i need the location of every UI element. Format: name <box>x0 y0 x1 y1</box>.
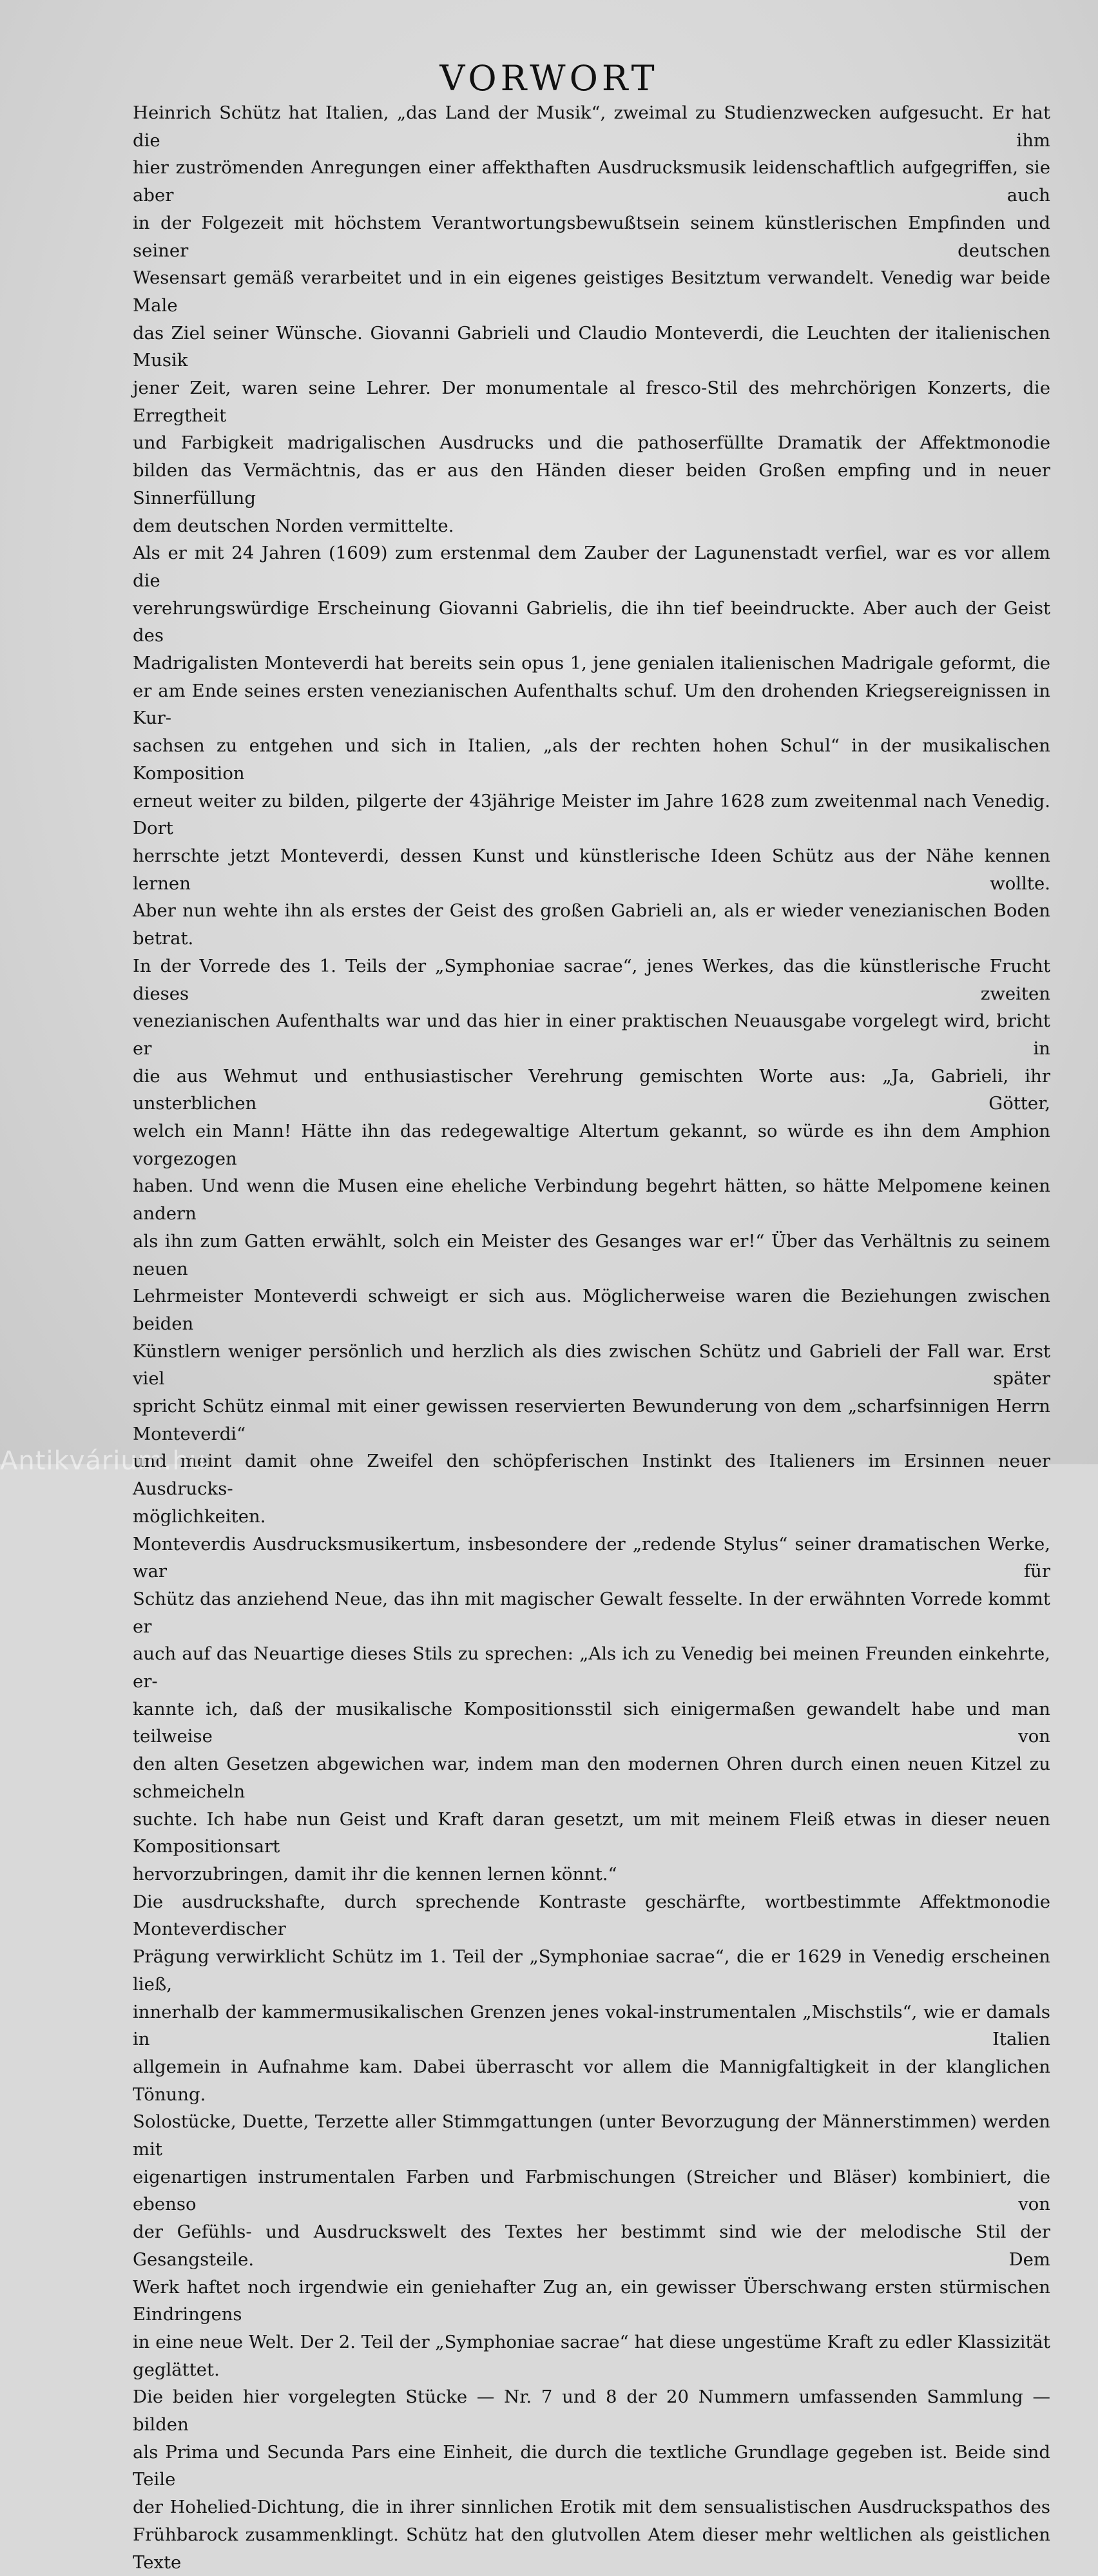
text-line: als ihn zum Gatten erwählt, solch ein Meister des Gesanges war er!“ Über das Verhältnis zu seinem neuen <box>133 1230 1050 1279</box>
watermark: Antikvárium.hu <box>0 1446 207 1476</box>
text-line: den alten Gesetzen abgewichen war, indem man den modernen Ohren durch einen neuen Kitzel zu schmeicheln <box>133 1754 1050 1802</box>
text-line: spricht Schütz einmal mit einer gewissen reservierten Bewunderung von dem „scharfsinnigen Herrn Monteverdi“ <box>133 1396 1050 1444</box>
text-line: allgemein in Aufnahme kam. Dabei überrascht vor allem die Mannigfaltigkeit in der klanglichen Tönung. <box>133 2056 1050 2105</box>
foreword-text <box>133 99 1050 2576</box>
text-line: Schütz das anziehend Neue, das ihn mit magischer Gewalt fesselte. In der erwähnten Vorrede kommt er <box>133 1588 1050 1637</box>
text-line: verehrungswürdige Erscheinung Giovanni Gabrielis, die ihn tief beeindruckte. Aber auch der Geist des <box>133 597 1050 646</box>
text-line: Heinrich Schütz hat Italien, „das Land der Musik“, zweimal zu Studienzwecken aufgesucht. Er hat die ihm <box>133 102 1050 151</box>
text-line: in der Folgezeit mit höchstem Verantwortungsbewußtsein seinem künstlerischen Empfinden und seiner deutschen <box>133 212 1050 261</box>
text-line: der Gefühls- und Ausdruckswelt des Textes her bestimmt sind wie der melodische Stil der Gesangsteile. Dem <box>133 2222 1050 2270</box>
text-line: Madrigalisten Monteverdi hat bereits sein opus 1, jene genialen italienischen Madrigale geformt, die <box>133 653 1050 674</box>
text-line: bilden das Vermächtnis, das er aus den Händen dieser beiden Großen empfing und in neuer Sinnerfüllung <box>133 460 1050 508</box>
text-line: Künstlern weniger persönlich und herzlich als dies zwischen Schütz und Gabrieli der Fall war. Erst viel später <box>133 1341 1050 1390</box>
text-line: venezianischen Aufenthalts war und das hier in einer praktischen Neuausgabe vorgelegt wird, bricht er in <box>133 1011 1050 1059</box>
text-line: Monteverdis Ausdrucksmusikertum, insbesondere der „redende Stylus“ seiner dramatischen Werke, war für <box>133 1533 1050 1582</box>
text-line: erneut weiter zu bilden, pilgerte der 43jährige Meister im Jahre 1628 zum zweitenmal nach Venedig. Dort <box>133 790 1050 839</box>
text-line: hervorzubringen, damit ihr die kennen lernen könnt.“ <box>133 1864 617 1884</box>
text-line: Die ausdruckshafte, durch sprechende Kontraste geschärfte, wortbestimmte Affektmonodie Monteverdischer <box>133 1891 1050 1940</box>
text-line: Prägung verwirklicht Schütz im 1. Teil der „Symphoniae sacrae“, die er 1629 in Venedig erscheinen ließ, <box>133 1946 1050 1995</box>
text-line: Die beiden hier vorgelegten Stücke — Nr. 7 und 8 der 20 Nummern umfassenden Sammlung — bilden <box>133 2387 1050 2436</box>
text-line: Als er mit 24 Jahren (1609) zum erstenmal dem Zauber der Lagunenstadt verfiel, war es vor allem die <box>133 543 1050 591</box>
text-line: in eine neue Welt. Der 2. Teil der „Symphoniae sacrae“ hat diese ungestüme Kraft zu edler Klassizität geglättet. <box>133 2331 1050 2380</box>
page-title: VORWORT <box>439 58 659 99</box>
text-line: eigenartigen instrumentalen Farben und Farbmischungen (Streicher und Bläser) kombiniert, die ebenso von <box>133 2166 1050 2215</box>
text-line: Solostücke, Duette, Terzette aller Stimmgattungen (unter Bevorzugung der Männerstimmen) werden mit <box>133 2111 1050 2160</box>
text-line: der Hohelied-Dichtung, die in ihrer sinnlichen Erotik mit dem sensualistischen Ausdruckspathos des <box>133 2497 1050 2518</box>
text-line: Frühbarock zusammenklingt. Schütz hat den glutvollen Atem dieser mehr weltlichen als geistlichen Texte <box>133 2524 1050 2573</box>
text-line: jener Zeit, waren seine Lehrer. Der monumentale al fresco-Stil des mehrchörigen Konzerts, die Erregtheit <box>133 378 1050 426</box>
text-line: haben. Und wenn die Musen eine eheliche Verbindung begehrt hätten, so hätte Melpomene keinen andern <box>133 1176 1050 1225</box>
text-line: suchte. Ich habe nun Geist und Kraft daran gesetzt, um mit meinem Fleiß etwas in dieser neuen Kompositionsart <box>133 1808 1050 1857</box>
text-line: herrschte jetzt Monteverdi, dessen Kunst und künstlerische Ideen Schütz aus der Nähe kennen lernen wollte. <box>133 845 1050 894</box>
text-line: Aber nun wehte ihn als erstes der Geist des großen Gabrieli an, als er wieder venezianischen Boden betrat. <box>133 900 1050 949</box>
text-line: innerhalb der kammermusikalischen Grenzen jenes vokal-instrumentalen „Mischstils“, wie er damals in Italien <box>133 2001 1050 2050</box>
text-line: Wesensart gemäß verarbeitet und in ein eigenes geistiges Besitztum verwandelt. Venedig war beide Male <box>133 267 1050 316</box>
text-line: hier zuströmenden Anregungen einer affekthaften Ausdrucksmusik leidenschaftlich aufgegriffen, sie aber auch <box>133 157 1050 206</box>
text-line: das Ziel seiner Wünsche. Giovanni Gabrieli und Claudio Monteverdi, die Leuchten der italienischen Musik <box>133 322 1050 371</box>
text-line: möglichkeiten. <box>133 1506 266 1527</box>
text-line: In der Vorrede des 1. Teils der „Symphoniae sacrae“, jenes Werkes, das die künstlerische Frucht dieses zweiten <box>133 955 1050 1004</box>
text-line: dem deutschen Norden vermittelte. <box>133 515 454 536</box>
text-line: und meint damit ohne Zweifel den schöpferischen Instinkt des Italieners im Ersinnen neuer Ausdrucks- <box>133 1451 1050 1500</box>
text-line: Werk haftet noch irgendwie ein geniehafter Zug an, ein gewisser Überschwang ersten stürmischen Eindringens <box>133 2276 1050 2325</box>
text-line: auch auf das Neuartige dieses Stils zu sprechen: „Als ich zu Venedig bei meinen Freunden einkehrte, er- <box>133 1643 1050 1692</box>
text-line: die aus Wehmut und enthusiastischer Verehrung gemischten Worte aus: „Ja, Gabrieli, ihr unsterblichen Götter, <box>133 1065 1050 1114</box>
text-line: welch ein Mann! Hätte ihn das redegewaltige Altertum gekannt, so würde es ihn dem Amphion vorgezogen <box>133 1121 1050 1169</box>
text-line: und Farbigkeit madrigalischen Ausdrucks und die pathoserfüllte Dramatik der Affektmonodie <box>133 432 1050 454</box>
text-line: sachsen zu entgehen und sich in Italien, „als der rechten hohen Schul“ in der musikalischen Komposition <box>133 735 1050 784</box>
text-line: er am Ende seines ersten venezianischen Aufenthalts schuf. Um den drohenden Kriegsereignissen in Kur- <box>133 680 1050 729</box>
text-line: als Prima und Secunda Pars eine Einheit, die durch die textliche Grundlage gegeben ist. Beide sind Teile <box>133 2441 1050 2490</box>
text-line: kannte ich, daß der musikalische Kompositionsstil sich einigermaßen gewandelt habe und man teilweise von <box>133 1698 1050 1747</box>
text-line: Lehrmeister Monteverdi schweigt er sich aus. Möglicherweise waren die Beziehungen zwischen beiden <box>133 1286 1050 1334</box>
